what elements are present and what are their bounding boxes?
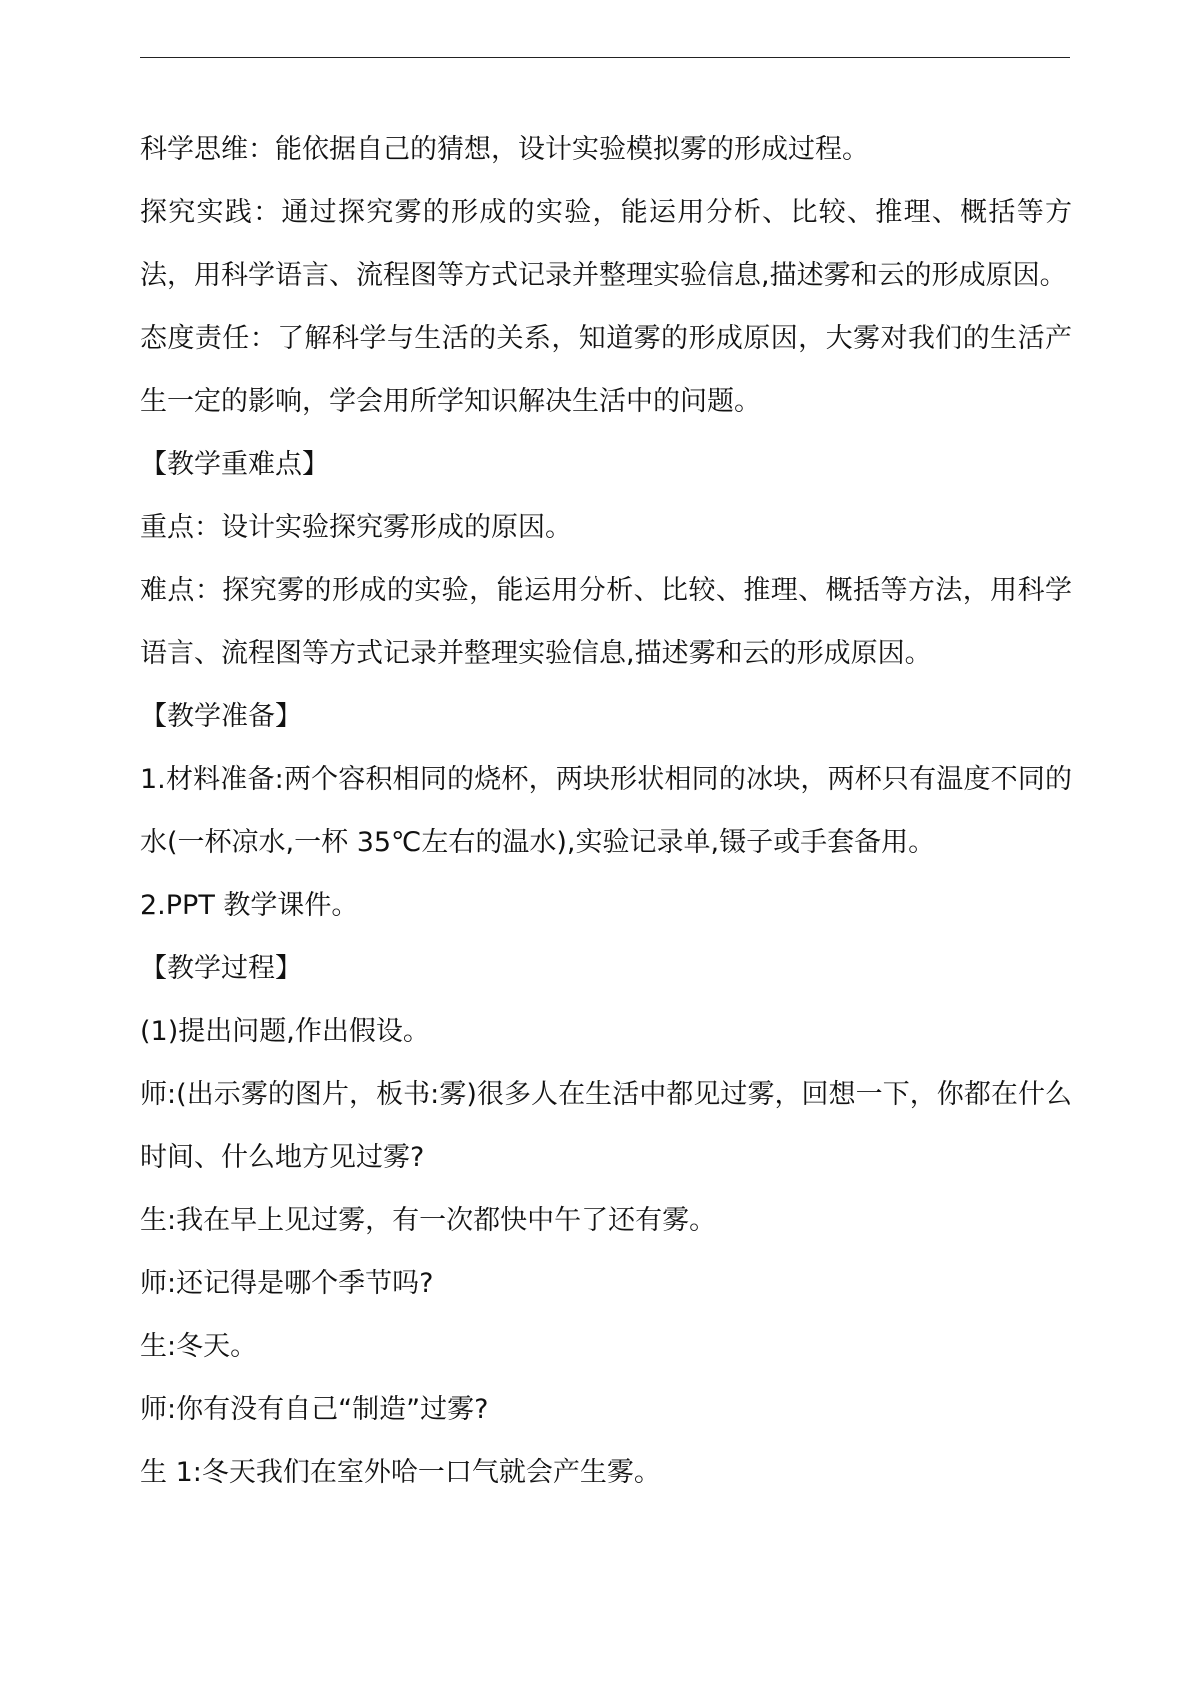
dialogue-line: 师:(出示雾的图片，板书:雾)很多人在生活中都见过雾，回想一下，你都在什么时间、什么地方见过雾? bbox=[140, 1079, 1072, 1173]
paragraph-science-thinking: 科学思维：能依据自己的猜想，设计实验模拟雾的形成过程。 bbox=[140, 134, 869, 165]
paragraph-ppt: 2.PPT 教学课件。 bbox=[140, 890, 359, 921]
heading-teaching-preparation: 【教学准备】 bbox=[140, 701, 302, 732]
paragraph-key-point: 重点：设计实验探究雾形成的原因。 bbox=[140, 512, 572, 543]
paragraph-difficult-point: 难点：探究雾的形成的实验，能运用分析、比较、推理、概括等方法，用科学语言、流程图等方式记录并整理实验信息,描述雾和云的形成原因。 bbox=[140, 575, 1072, 669]
heading-teaching-process: 【教学过程】 bbox=[140, 953, 302, 984]
body-text bbox=[140, 118, 1072, 1504]
dialogue-line: 生:我在早上见过雾，有一次都快中午了还有雾。 bbox=[140, 1205, 717, 1236]
heading-key-difficult-points: 【教学重难点】 bbox=[140, 449, 329, 480]
dialogue-line: 师:你有没有自己“制造”过雾? bbox=[140, 1394, 489, 1425]
dialogue-line: 生:冬天。 bbox=[140, 1331, 258, 1362]
paragraph-inquiry-practice: 探究实践：通过探究雾的形成的实验，能运用分析、比较、推理、概括等方法，用科学语言、流程图等方式记录并整理实验信息,描述雾和云的形成原因。 bbox=[140, 197, 1072, 291]
paragraph-materials: 1.材料准备:两个容积相同的烧杯，两块形状相同的冰块，两杯只有温度不同的水(一杯凉水,一杯 35℃左右的温水),实验记录单,镊子或手套备用。 bbox=[140, 764, 1072, 858]
paragraph-attitude-responsibility: 态度责任：了解科学与生活的关系，知道雾的形成原因，大雾对我们的生活产生一定的影响，学会用所学知识解决生活中的问题。 bbox=[140, 323, 1072, 417]
paragraph-step-1: (1)提出问题,作出假设。 bbox=[140, 1016, 430, 1047]
header-rule bbox=[140, 57, 1070, 58]
dialogue-line: 生 1:冬天我们在室外哈一口气就会产生雾。 bbox=[140, 1457, 661, 1488]
dialogue-line: 师:还记得是哪个季节吗? bbox=[140, 1268, 434, 1299]
